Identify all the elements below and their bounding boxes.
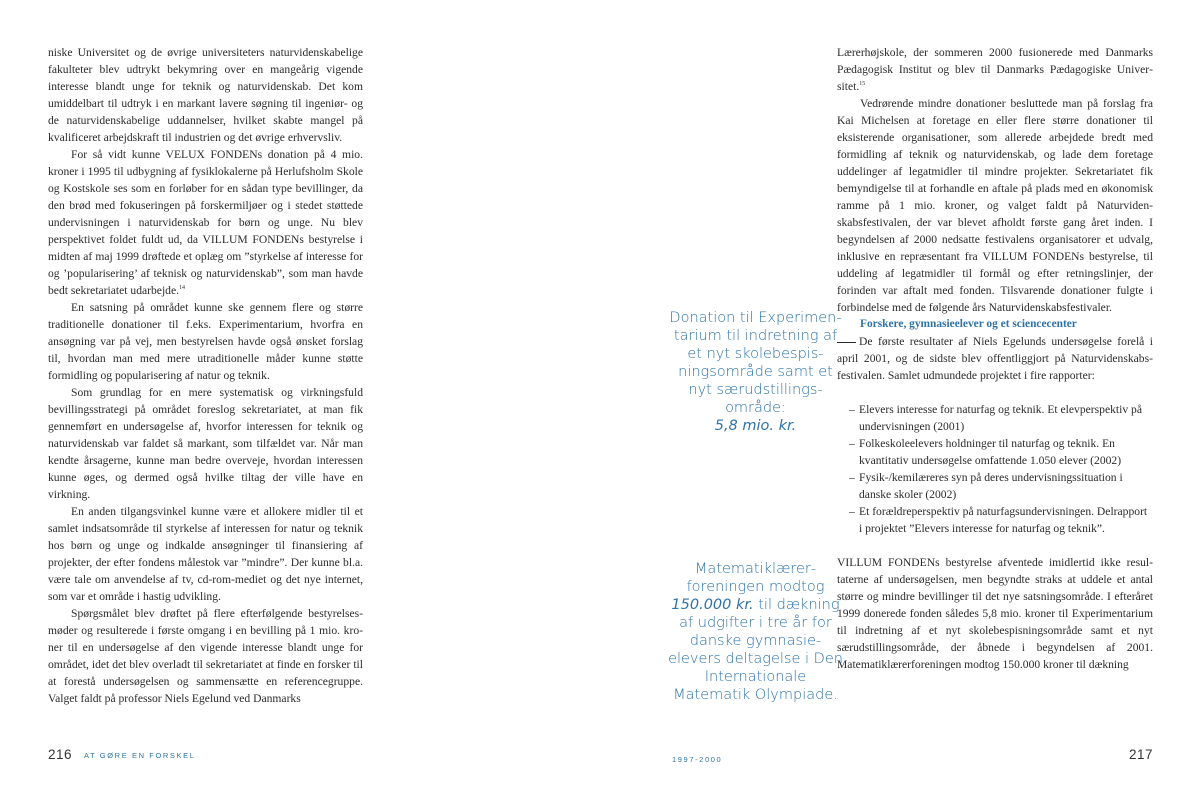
list-item: – Et forældreperspektiv på naturfagsundervisningen. Delrapport i projektet ”Elevers interesse for naturfag og teknik”. [849,505,1148,535]
body-paragraph: Lærerhøjskole, der sommeren 2000 fusionerede med Danmarks Pædagogisk Institut og blev til Danmarks Pædagogiske Universitet.$^{15}$ [837,46,1153,93]
margin-note-text: til dækning af udgifter i tre år for danske gymnasieelevers deltagelse i Den Internationale Matematik Olympiade. [668,597,843,703]
margin-note-experimentarium [668,309,843,435]
running-head: AT GØRE EN FORSKEL [84,751,196,760]
running-head-years: 1997-2000 [672,755,723,764]
body-paragraph: Vedrørende mindre donationer besluttede man på forslag fra Kai Michelsen at foretage en eller flere større donationer til eksisterende organisationer, som allerede arbejdede bredt med formidling af teknik og naturvidenskab, og lade dem foretage uddelinger af legatmidler til mindre projekter. Sekretariatet fik bemyndigelse til at forhandle en aftale på plads med en økonomisk ramme på 1 mio. kroner, og valget faldt på Naturvidenskabsfestivalen, der var blevet afholdt første gang året inden. I begyndelsen af 2000 nedsatte festivalens organisatorer et udvalg, inklusive en repræsentant fra VILLUM FONDENs bestyrelse, til uddeling af legatmidler til formål og efter retningslinjer, der forinden var aftalt med fonden. Tilsvarende donationer fulgte i forbindelse med de følgende års Naturvidenskabsfestivaler. [837,97,1153,314]
body-paragraph: En satsning på området kunne ske gennem flere og større traditionelle donationer til f.eks. Experimentarium, hvorfra en ansøgning var på vej, men bestyrelsen havde også ønsket forslag til, hvordan man med mere utraditionelle måder kunne støtte formidling og popularisering af natur og teknik. [48,301,363,382]
list-item: – Folkeskoleelevers holdninger til naturfag og teknik. En kvantitativ undersøgelse omfattende 1.050 elever (2002) [849,437,1122,467]
list-dash: – [849,437,855,450]
footnote-ref[interactable]: 14 [179,285,186,292]
left-page-footer [48,746,196,764]
section-subheading: Forskere, gymnasieelever og et sciencecenter [860,318,1077,330]
page-number: 216 [48,747,73,762]
list-dash: – [849,505,855,518]
list-item: – Fysik-/kemilæreres syn på deres undervisningssituation i danske skoler (2002) [849,471,1123,501]
page-number: 217 [1128,747,1153,762]
center-footer [672,749,722,767]
margin-note-text: Matematiklærerforeningen modtog [686,561,825,595]
margin-note-text: Donation til Experimentarium til indretning af et nyt skolebespisningsområde samt et nyt særudstillingsområde: [669,310,842,416]
list-dash: – [849,403,855,416]
report-list [837,401,1153,537]
body-paragraph: niske Universitet og de øvrige universiteters naturvidenskabelige fakulteter blev udtrykt bekymring over en mangeårig vigende interesse blandt unge for teknik og naturvidenskab. Det kom umiddelbart til udtryk i en markant lavere søgning til ingeniør- og de naturvidenskabelige uddannelser, hvilket skabte mangel på kvalificeret arbejdskraft til industrien og det øvrige erhvervsliv. [48,46,363,144]
body-paragraph: En anden tilgangsvinkel kunne være et allokere midler til et samlet indsatsområde til styrkelse af interessen for natur og teknik hos børn og unge og indkalde ansøgninger til finansiering af projekter, der efter fondens målestok var ”mindre”. Der kunne bl.a. være tale om anvendelse af tv, cd-rom-mediet og det nye internet, som var et område i hastig udvikling. [48,505,363,603]
margin-note-amount: 150.000 kr. [671,597,754,613]
margin-note-matematiklaererforeningen [668,560,843,704]
right-page-footer [1129,746,1153,764]
body-paragraph: Spørgsmålet blev drøftet på flere efterfølgende bestyrelsesmøder og resulterede i første omgang i en bevilling på 1 mio. kroner til en undersøgelse af den vigende interesse blandt unge for området, idet det blev overladt til sekretariatet at finde en forsker til at forestå undersøgelsen og sammensætte en referencegruppe. Valget faldt på professor Niels Egelund ved Danmarks [48,607,363,705]
right-page-body [837,44,1153,673]
body-paragraph: Som grundlag for en mere systematisk og virkningsfuld bevillingsstrategi på området foreslog sekretariatet, at man fik gennemført en undersøgelse af, hvorfor interessen for teknik og naturvidenskab var faldet så markant, som tilfældet var. Når man kendte årsagerne, kunne man bedre overveje, hvordan interessen kunne øges, og dermed også hvilke tiltag der ville have en virkning. [48,386,363,501]
body-paragraph: For så vidt kunne VELUX FONDENs donation på 4 mio. kroner i 1995 til udbygning af fysiklokalerne på Herlufsholm Skole og Kostskole ses som en forløber for en sådan type bevillinger, da den brød med fokuseringen på forskermiljøer og i stedet støttede undervisningen i naturvidenskab for børn og unge. Nu blev perspektivet foldet fuldt ud, da VILLUM FONDENs bestyrelse i midten af maj 1999 drøftede et oplæg om ”styrkelse af interesse for og ’popularisering’ af teknisk og naturvidenskab”, som man havde bedt sekretariatet udarbejde.$^{14}$ [48,148,363,297]
list-dash: – [849,471,855,484]
footnote-ref[interactable]: 15 [859,81,866,88]
left-page-body [48,44,363,707]
body-paragraph: De første resultater af Niels Egelunds undersøgelse forelå i april 2001, og de sidste blev offentliggjort på Naturvidenskabsfestivalen. Samlet udmundede projektet i fire rapporter: [837,335,1153,382]
body-paragraph: VILLUM FONDENs bestyrelse afventede imidlertid ikke resultaterne af undersøgelsen, men begyndte straks at uddele et antal større og mindre bevillinger til det nye satsningsområde. I efteråret 1999 donerede fonden således 5,8 mio. kroner til Experimentarium til indretning af et nyt skolebespisningsområde samt et nyt særudstillingsområde, der åbnede i begyndelsen af 2001. Matematiklærerforeningen modtog 150.000 kroner til dækning [837,556,1153,671]
em-rule [837,342,856,343]
margin-note-amount: 5,8 mio. kr. [714,418,797,434]
list-item: – Elevers interesse for naturfag og teknik. Et elevperspektiv på undervisningen (2001) [849,403,1142,433]
